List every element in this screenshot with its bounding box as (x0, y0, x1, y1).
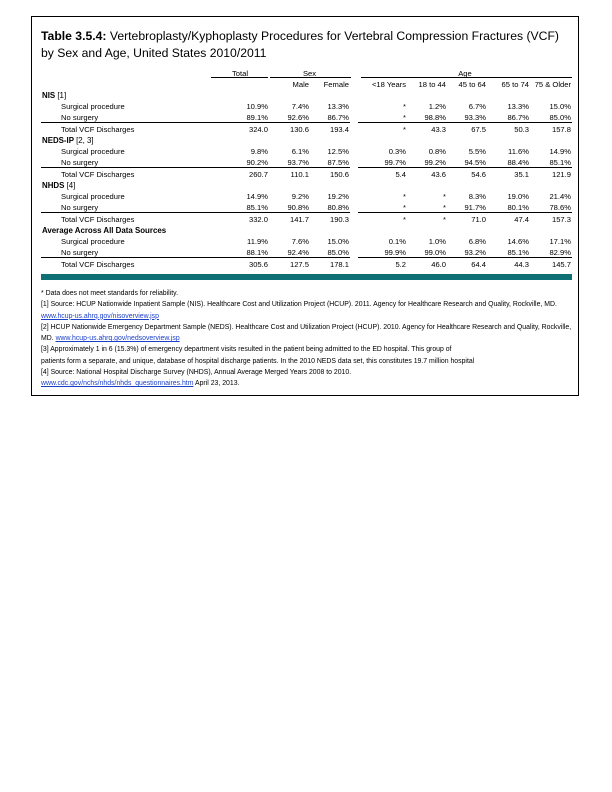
table-cell: 145.7 (551, 260, 571, 269)
table-cell: * (443, 192, 446, 201)
table-cell: 11.6% (508, 147, 529, 156)
table-cell: 8.3% (468, 192, 486, 201)
table-cell: 99.0% (407, 246, 447, 258)
table-cell: 93.7% (269, 156, 310, 168)
footnote-4-source (41, 378, 573, 389)
footnote-2-link[interactable]: www.hcup-us.ahrq.gov/nedsoverview.jsp (55, 335, 180, 343)
row-label: Total VCF Discharges (61, 215, 135, 224)
total-row (41, 123, 572, 135)
header-sex: Sex (302, 69, 317, 78)
table-cell: * (403, 102, 406, 111)
table-cell: 121.9 (551, 170, 571, 179)
table-row (41, 235, 572, 246)
table-cell: 157.8 (551, 125, 571, 134)
table-cell: 85.1% (530, 156, 572, 168)
table-cell: 80.8% (310, 201, 350, 213)
table-cell: 67.5 (471, 125, 486, 134)
row-label: Total VCF Discharges (61, 125, 135, 134)
header-male: Male (292, 80, 309, 89)
table-cell: 5.4 (395, 170, 406, 179)
table-cell: 80.1% (487, 201, 530, 213)
section-label: NEDS-IP (42, 136, 74, 145)
table-cell: 64.4 (471, 260, 486, 269)
footnote-4: [4] Source: National Hospital Discharge Survey (NHDS), Annual Average Merged Years 2008 to 2010. (41, 369, 352, 377)
row-label: No surgery (41, 111, 211, 123)
table-title-text: Vertebroplasty/Kyphoplasty Procedures for Vertebral Compression Fractures (VCF) by Sex and Age, United States 2010/2011 (41, 29, 559, 60)
row-label: Total VCF Discharges (61, 170, 135, 179)
total-row (41, 213, 572, 225)
table-cell: 0.1% (388, 237, 406, 246)
table-cell: 5.2 (395, 260, 406, 269)
table-cell: 43.3 (431, 125, 446, 134)
section-label: NHDS (42, 181, 65, 190)
table-cell: 99.9% (358, 246, 407, 258)
table-cell: * (358, 111, 407, 123)
table-cell: 11.9% (247, 237, 268, 246)
table-cell: 14.9% (246, 192, 268, 201)
row-label: No surgery (41, 201, 211, 213)
table-cell: 5.5% (468, 147, 486, 156)
table-cell: 98.8% (407, 111, 447, 123)
table-cell: 86.7% (487, 111, 530, 123)
table-cell: 35.1 (514, 170, 529, 179)
table-cell: * (358, 201, 407, 213)
table-cell: 78.6% (530, 201, 572, 213)
table-cell: 13.3% (507, 102, 529, 111)
table-cell: 178.1 (329, 260, 349, 269)
table-cell: 157.3 (551, 215, 571, 224)
table-cell: 85.0% (310, 246, 350, 258)
table-cell: 46.0 (431, 260, 446, 269)
section-label: Average Across All Data Sources (42, 226, 167, 235)
table-cell: 50.3 (514, 125, 529, 134)
table-cell: * (443, 215, 446, 224)
table-cell: 305.6 (248, 260, 268, 269)
table-cell: 90.2% (211, 156, 269, 168)
footnote-4-link[interactable]: www.cdc.gov/nchs/nhds/nhds_questionnaires.htm (41, 380, 194, 388)
table-cell: 6.1% (291, 147, 309, 156)
table-cell: 47.4 (514, 215, 529, 224)
row-label: No surgery (41, 246, 211, 258)
data-table (41, 67, 572, 269)
table-cell: 92.4% (269, 246, 310, 258)
table-cell: 85.1% (487, 246, 530, 258)
section-ref: [1] (57, 91, 67, 100)
section-row (41, 179, 572, 190)
table-cell: 332.0 (248, 215, 268, 224)
section-ref: [4] (66, 181, 76, 190)
table-cell: 130.6 (289, 125, 309, 134)
table-cell: * (403, 125, 406, 134)
section-name (41, 89, 572, 100)
section-name (41, 224, 572, 235)
table-cell: 15.0% (549, 102, 571, 111)
section-label: NIS (42, 91, 56, 100)
header-age-under-18: <18 Years (372, 80, 406, 89)
table-cell: 85.0% (530, 111, 572, 123)
table-cell: 93.3% (447, 111, 487, 123)
table-cell: * (403, 215, 406, 224)
footnote-2 (41, 322, 573, 345)
section-row (41, 89, 572, 100)
footnote-star: * Data does not meet standards for reliability. (41, 290, 178, 297)
footnote-1-text: [1] Source: HCUP Nationwide Inpatient Sample (NIS). Healthcare Cost and Utilization Project (HCUP). 2011. Agency for Healthcare Research and Quality, Rockville, MD. (41, 301, 557, 309)
table-cell: 17.1% (549, 237, 571, 246)
table-cell: 89.1% (211, 111, 269, 123)
header-age-18-44: 18 to 44 (418, 80, 446, 89)
table-cell: 324.0 (248, 125, 268, 134)
table-cell: 14.9% (549, 147, 571, 156)
table-row (41, 111, 572, 123)
table-cell: 127.5 (289, 260, 309, 269)
table-cell: 0.8% (428, 147, 446, 156)
table-cell: 94.5% (447, 156, 487, 168)
footnote-4-date: April 23, 2013. (195, 380, 240, 388)
table-cell: 13.3% (327, 102, 349, 111)
header-female: Female (323, 80, 349, 89)
table-row (41, 145, 572, 156)
table-cell: 91.7% (447, 201, 487, 213)
table-row (41, 156, 572, 168)
row-label: Surgical procedure (61, 102, 125, 111)
table-row (41, 201, 572, 213)
header-age-75-older: 75 & Older (534, 80, 571, 89)
table-cell: 93.2% (447, 246, 487, 258)
table-row (41, 100, 572, 111)
table-cell: 7.4% (291, 102, 309, 111)
header-total: Total (231, 69, 249, 78)
table-cell: 9.2% (291, 192, 309, 201)
table-cell: 99.2% (407, 156, 447, 168)
table-row (41, 246, 572, 258)
total-row (41, 168, 572, 180)
teal-divider-bar (41, 274, 572, 280)
footnote-2-text: [2] HCUP Nationwide Emergency Department Sample (NEDS). Healthcare Cost and Utilization Project (HCUP). 2010. Agency for Healthcare Research and Quality, Rockville, MD. (41, 323, 572, 343)
table-cell: 193.4 (329, 125, 349, 134)
table-cell: 54.6 (471, 170, 486, 179)
table-cell: 190.3 (329, 215, 349, 224)
table-cell: 88.4% (487, 156, 530, 168)
table-cell: 260.7 (248, 170, 268, 179)
table-cell: 1.0% (428, 237, 446, 246)
table-cell: 6.8% (468, 237, 486, 246)
section-row (41, 224, 572, 235)
header-rule-age (361, 77, 572, 78)
table-cell: 7.6% (291, 237, 309, 246)
table-cell: 90.8% (269, 201, 310, 213)
table-cell: 1.2% (428, 102, 446, 111)
row-label: Surgical procedure (61, 147, 125, 156)
footnotes (41, 288, 573, 390)
table-cell: 82.9% (530, 246, 572, 258)
table-cell: 9.8% (250, 147, 268, 156)
section-row (41, 134, 572, 145)
table-number: Table 3.5.4: (41, 29, 107, 43)
total-row (41, 258, 572, 270)
table-cell: 43.6 (431, 170, 446, 179)
table-cell: 0.3% (388, 147, 406, 156)
header-rule-total (211, 77, 268, 78)
footnote-3a: [3] Approximately 1 in 6 (15.3%) of emergency department visits resulted in the patient being admitted to the ED hospital. This group of (41, 346, 452, 354)
table-cell: * (403, 192, 406, 201)
table-cell: 44.3 (514, 260, 529, 269)
table-cell: 12.5% (327, 147, 349, 156)
row-label: Surgical procedure (61, 237, 125, 246)
table-cell: 88.1% (211, 246, 269, 258)
row-label: Surgical procedure (61, 192, 125, 201)
header-age: Age (458, 69, 472, 78)
table-cell: 19.0% (507, 192, 529, 201)
header-rule-sex (270, 77, 351, 78)
table-cell: 92.6% (269, 111, 310, 123)
table-cell: 6.7% (468, 102, 486, 111)
table-cell: 85.1% (211, 201, 269, 213)
table-cell: 99.7% (358, 156, 407, 168)
footnote-3b: patients form a separate, and unique, database of hospital discharge patients. In the 2010 NEDS data set, this constitutes 19.7 million hospital (41, 357, 475, 365)
section-name (41, 134, 572, 145)
table-cell: 86.7% (310, 111, 350, 123)
header-age-65-74: 65 to 74 (501, 80, 529, 89)
table-cell: 15.0% (327, 237, 349, 246)
section-ref: [2, 3] (76, 136, 94, 145)
row-label: No surgery (41, 156, 211, 168)
section-name (41, 179, 572, 190)
footnote-1 (41, 299, 573, 322)
footnote-1-link[interactable]: www.hcup-us.ahrq.gov/nisoverview.jsp (41, 312, 159, 320)
table-cell: 19.2% (327, 192, 349, 201)
table-row (41, 190, 572, 201)
table-cell: 141.7 (289, 215, 309, 224)
table-cell: 87.5% (310, 156, 350, 168)
table-cell: 10.9% (246, 102, 268, 111)
row-label: Total VCF Discharges (61, 260, 135, 269)
table-cell: 110.1 (290, 170, 309, 179)
header-row-columns (41, 78, 572, 89)
header-age-45-64: 45 to 64 (458, 80, 486, 89)
table-cell: * (407, 201, 447, 213)
table-cell: 150.6 (329, 170, 349, 179)
table-cell: 71.0 (471, 215, 486, 224)
table-cell: 14.6% (507, 237, 529, 246)
table-title (41, 28, 573, 62)
table-cell: 21.4% (549, 192, 571, 201)
